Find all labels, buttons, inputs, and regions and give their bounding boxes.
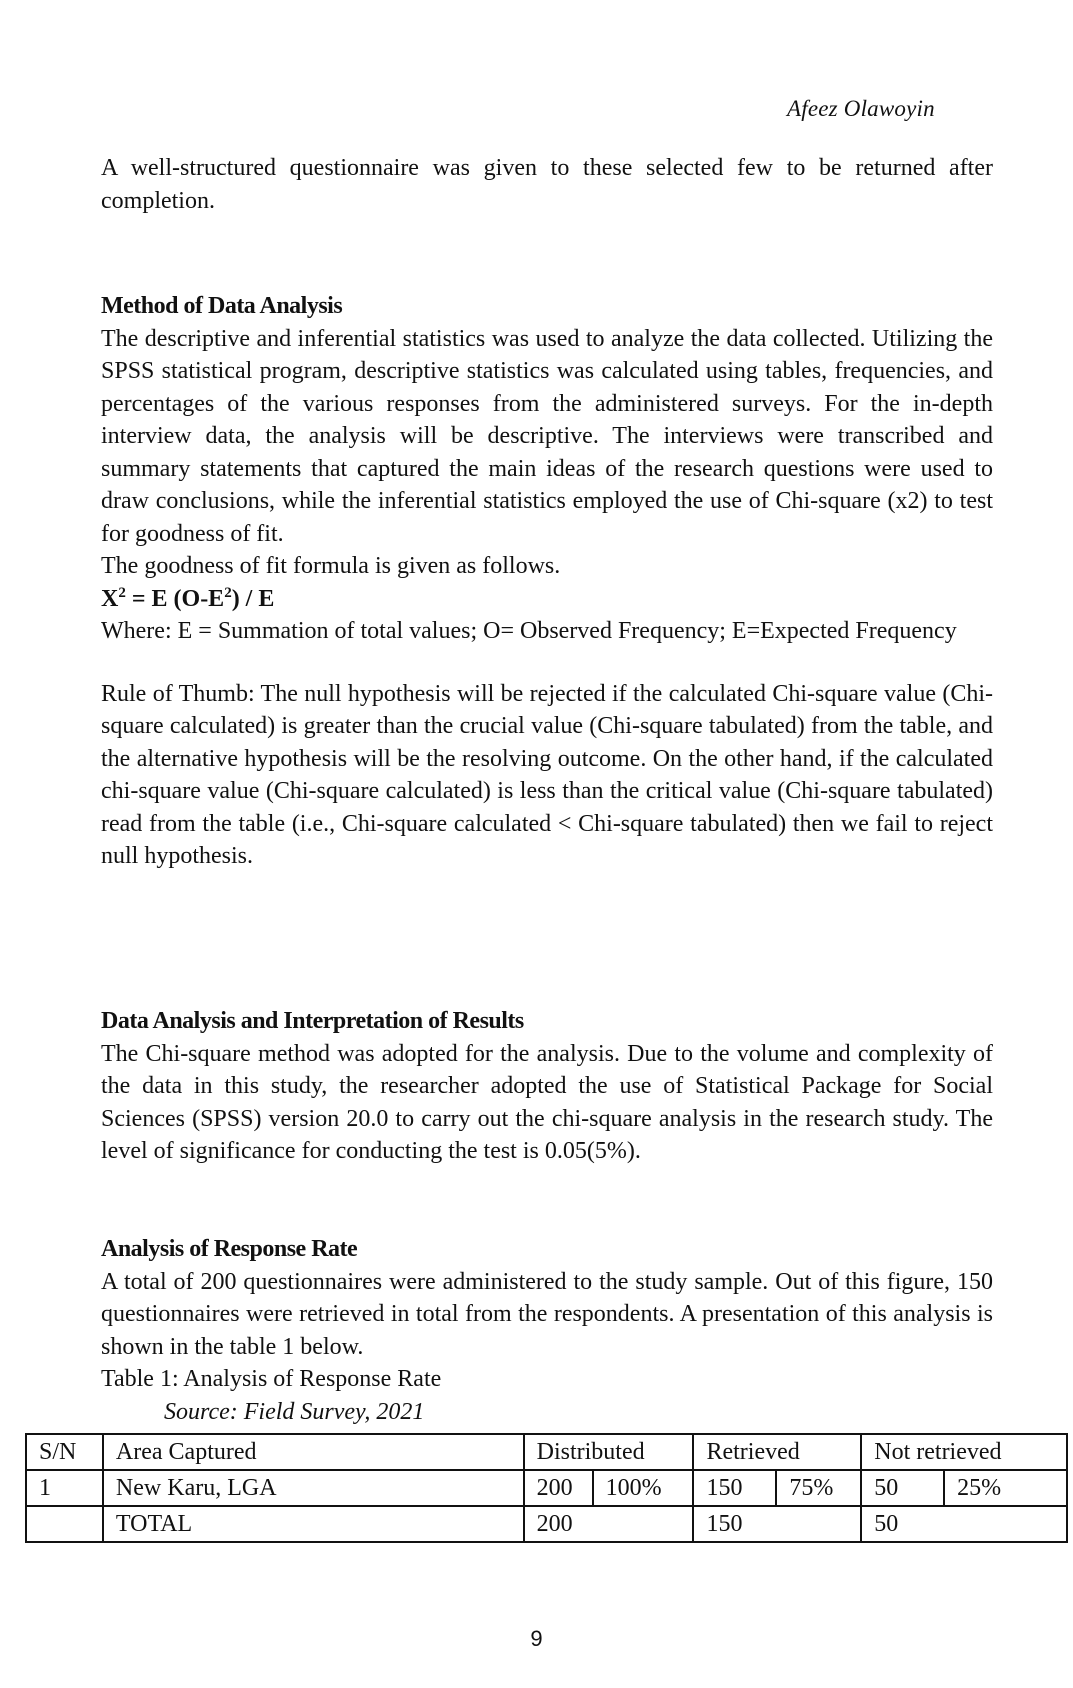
table-header-row bbox=[26, 1434, 1067, 1470]
formula-where: Where: E = Summation of total values; O= Observed Frequency; E=Expected Frequency bbox=[101, 618, 957, 644]
spacer bbox=[101, 648, 993, 678]
method-heading: Method of Data Analysis bbox=[101, 293, 343, 319]
total-retrieved: 150 bbox=[693, 1506, 861, 1542]
response-rate-table bbox=[25, 1433, 1068, 1543]
cell-distributed: 200 bbox=[524, 1470, 593, 1506]
cell-retrieved: 150 bbox=[693, 1470, 776, 1506]
method-section bbox=[101, 290, 993, 873]
table-total-row bbox=[26, 1506, 1067, 1542]
total-sn bbox=[26, 1506, 103, 1542]
response-rate-heading: Analysis of Response Rate bbox=[101, 1236, 358, 1262]
header-area: Area Captured bbox=[103, 1434, 524, 1470]
method-paragraph: The descriptive and inferential statistics was used to analyze the data collected. Utilizing the SPSS statistical program, descriptive statistics was calculated using tables, frequencies, and percentages of the various responses from the administered surveys. For the in-depth interview data, the analysis will be descriptive. The interviews were transcribed and summary statements that captured the main ideas of the research questions were used to draw conclusions, while the inferential statistics employed the use of Chi-square (x2) to test for goodness of fit. bbox=[101, 325, 993, 547]
interpretation-section bbox=[101, 1005, 993, 1168]
formula-lhs-sup: 2 bbox=[118, 584, 126, 601]
formula-mid-sup: 2 bbox=[224, 584, 232, 601]
rule-of-thumb-paragraph: Rule of Thumb: The null hypothesis will be rejected if the calculated Chi-square value (Chi-square calculated) is greater than the crucial value (Chi-square tabulated) from the table, and the alternative hypothesis will be the resolving outcome. On the other hand, if the calculated chi-square value (Chi-square calculated) is less than the critical value (Chi-square tabulated) read from the table (i.e., Chi-square calculated < Chi-square tabulated) then we fail to reject null hypothesis. bbox=[101, 680, 993, 869]
interpretation-paragraph: The Chi-square method was adopted for the analysis. Due to the volume and complexity of the data in this study, the researcher adopted the use of Statistical Package for Social Sciences (SPSS) version 20.0 to carry out the chi-square analysis in the research study. The level of significance for conducting the test is 0.05(5%). bbox=[101, 1040, 993, 1164]
cell-distributed-pct: 100% bbox=[593, 1470, 694, 1506]
formula-intro: The goodness of fit formula is given as follows. bbox=[101, 553, 561, 579]
header-distributed: Distributed bbox=[524, 1434, 694, 1470]
header-retrieved: Retrieved bbox=[693, 1434, 861, 1470]
page-number: 9 bbox=[530, 1626, 543, 1651]
response-rate-section bbox=[101, 1233, 993, 1428]
cell-not-retrieved-pct: 25% bbox=[944, 1470, 1067, 1506]
total-label: TOTAL bbox=[103, 1506, 524, 1542]
formula-rhs: ) / E bbox=[231, 585, 275, 612]
table-caption: Table 1: Analysis of Response Rate bbox=[101, 1366, 442, 1392]
response-rate-paragraph: A total of 200 questionnaires were administered to the study sample. Out of this figure, 150 questionnaires were retrieved in total from the respondents. A presentation of this analysis is shown in the table 1 below. bbox=[101, 1268, 993, 1360]
cell-retrieved-pct: 75% bbox=[776, 1470, 861, 1506]
total-distributed: 200 bbox=[524, 1506, 694, 1542]
cell-area: New Karu, LGA bbox=[103, 1470, 524, 1506]
header-not-retrieved: Not retrieved bbox=[861, 1434, 1067, 1470]
chi-square-formula bbox=[101, 583, 993, 616]
interpretation-heading: Data Analysis and Interpretation of Results bbox=[101, 1008, 524, 1034]
cell-not-retrieved: 50 bbox=[861, 1470, 944, 1506]
intro-paragraph: A well-structured questionnaire was given to these selected few to be returned after completion. bbox=[101, 155, 993, 214]
table-source: Source: Field Survey, 2021 bbox=[164, 1398, 425, 1425]
running-header-author: Afeez Olawoyin bbox=[787, 96, 935, 121]
intro-section bbox=[101, 152, 993, 217]
table-row bbox=[26, 1470, 1067, 1506]
header-sn: S/N bbox=[26, 1434, 103, 1470]
total-not-retrieved: 50 bbox=[861, 1506, 1067, 1542]
formula-lhs: X bbox=[101, 585, 119, 612]
formula-mid: = E (O-E bbox=[125, 585, 225, 612]
cell-sn: 1 bbox=[26, 1470, 103, 1506]
